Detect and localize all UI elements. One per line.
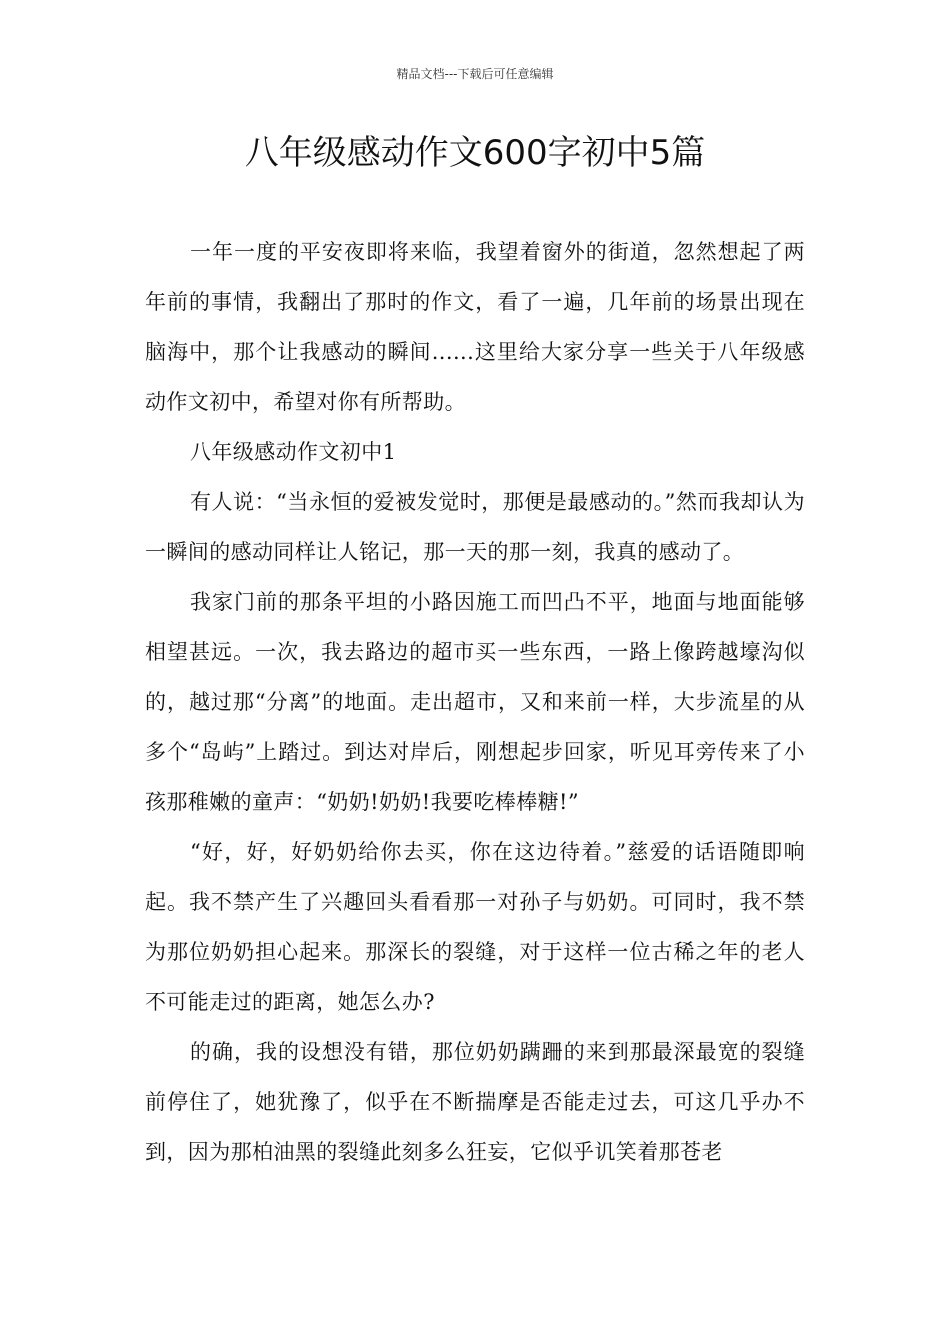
- paragraph: 的确，我的设想没有错，那位奶奶蹒跚的来到那最深最宽的裂缝前停住了，她犹豫了，似乎在不断揣摩是否能走过去，可这几乎办不到，因为那柏油黑的裂缝此刻多么狂妄，它似乎讥笑着那苍老: [145, 1040, 805, 1164]
- paragraph-intro: 一年一度的平安夜即将来临，我望着窗外的街道，忽然想起了两年前的事情，我翻出了那时的作文，看了一遍，几年前的场景出现在脑海中，那个让我感动的瞬间......这里给大家分享一些关于八年级感动作文初中，希望对你有所帮助。: [145, 240, 805, 414]
- document-header-note: 精品文档---下载后可任意编辑: [396, 67, 554, 81]
- document-body: [145, 227, 805, 1177]
- section-heading: 八年级感动作文初中1: [190, 440, 397, 464]
- paragraph: “好，好，好奶奶给你去买，你在这边待着。”慈爱的话语随即响起。我不禁产生了兴趣回头看看那一对孙子与奶奶。可同时，我不禁为那位奶奶担心起来。那深长的裂缝，对于这样一位古稀之年的老人不可能走过的距离，她怎么办?: [145, 840, 805, 1014]
- paragraph: 有人说：“当永恒的爱被发觉时，那便是最感动的。”然而我却认为一瞬间的感动同样让人铭记，那一天的那一刻，我真的感动了。: [145, 490, 805, 564]
- paragraph: 我家门前的那条平坦的小路因施工而凹凸不平，地面与地面能够相望甚远。一次，我去路边的超市买一些东西，一路上像跨越壕沟似的，越过那“分离”的地面。走出超市，又和来前一样，大步流星的从多个“岛屿”上踏过。到达对岸后，刚想起步回家，听见耳旁传来了小孩那稚嫩的童声：“奶奶!奶奶!我要吃棒棒糖!”: [145, 590, 805, 814]
- document-title: 八年级感动作文600字初中5篇: [244, 133, 706, 173]
